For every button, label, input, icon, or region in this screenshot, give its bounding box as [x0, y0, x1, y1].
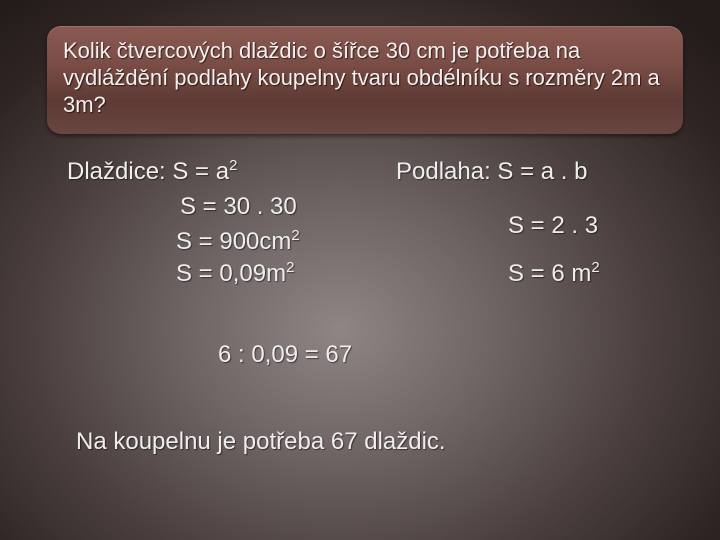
floor-area-formula	[396, 158, 587, 186]
question-text: Kolik čtvercových dlaždic o šířce 30 cm je potřeba na vydláždění podlahy koupelny tvaru obdélníku s rozměry 2m a 3m?	[63, 38, 660, 117]
tiles-area-m	[176, 260, 294, 288]
answer-line	[76, 428, 446, 456]
tiles-area-formula-exponent: 2	[229, 157, 238, 174]
question-box	[47, 26, 683, 134]
tiles-area-m-base: S = 0,09m	[176, 260, 287, 287]
floor-area-result-base: S = 6 m	[508, 260, 592, 287]
floor-area-result	[508, 260, 600, 288]
tiles-area-m-exponent: 2	[286, 259, 295, 276]
answer-text: Na koupelnu je potřeba 67 dlaždic.	[76, 428, 446, 455]
division-text: 6 : 0,09 = 67	[218, 341, 353, 368]
tiles-area-substitution-text: S = 30 . 30	[180, 193, 297, 220]
floor-area-formula-text: Podlaha: S = a . b	[396, 158, 588, 185]
tiles-area-cm-base: S = 900cm	[176, 228, 292, 255]
floor-area-substitution-text: S = 2 . 3	[508, 212, 599, 239]
division-line	[218, 341, 352, 369]
tiles-area-substitution	[180, 193, 297, 221]
tiles-area-cm	[176, 228, 300, 256]
floor-area-result-exponent: 2	[591, 259, 600, 276]
tiles-area-formula-base: Dlaždice: S = a	[67, 158, 230, 185]
floor-area-substitution	[508, 212, 598, 240]
tiles-area-formula	[67, 158, 237, 186]
tiles-area-cm-exponent: 2	[291, 227, 300, 244]
